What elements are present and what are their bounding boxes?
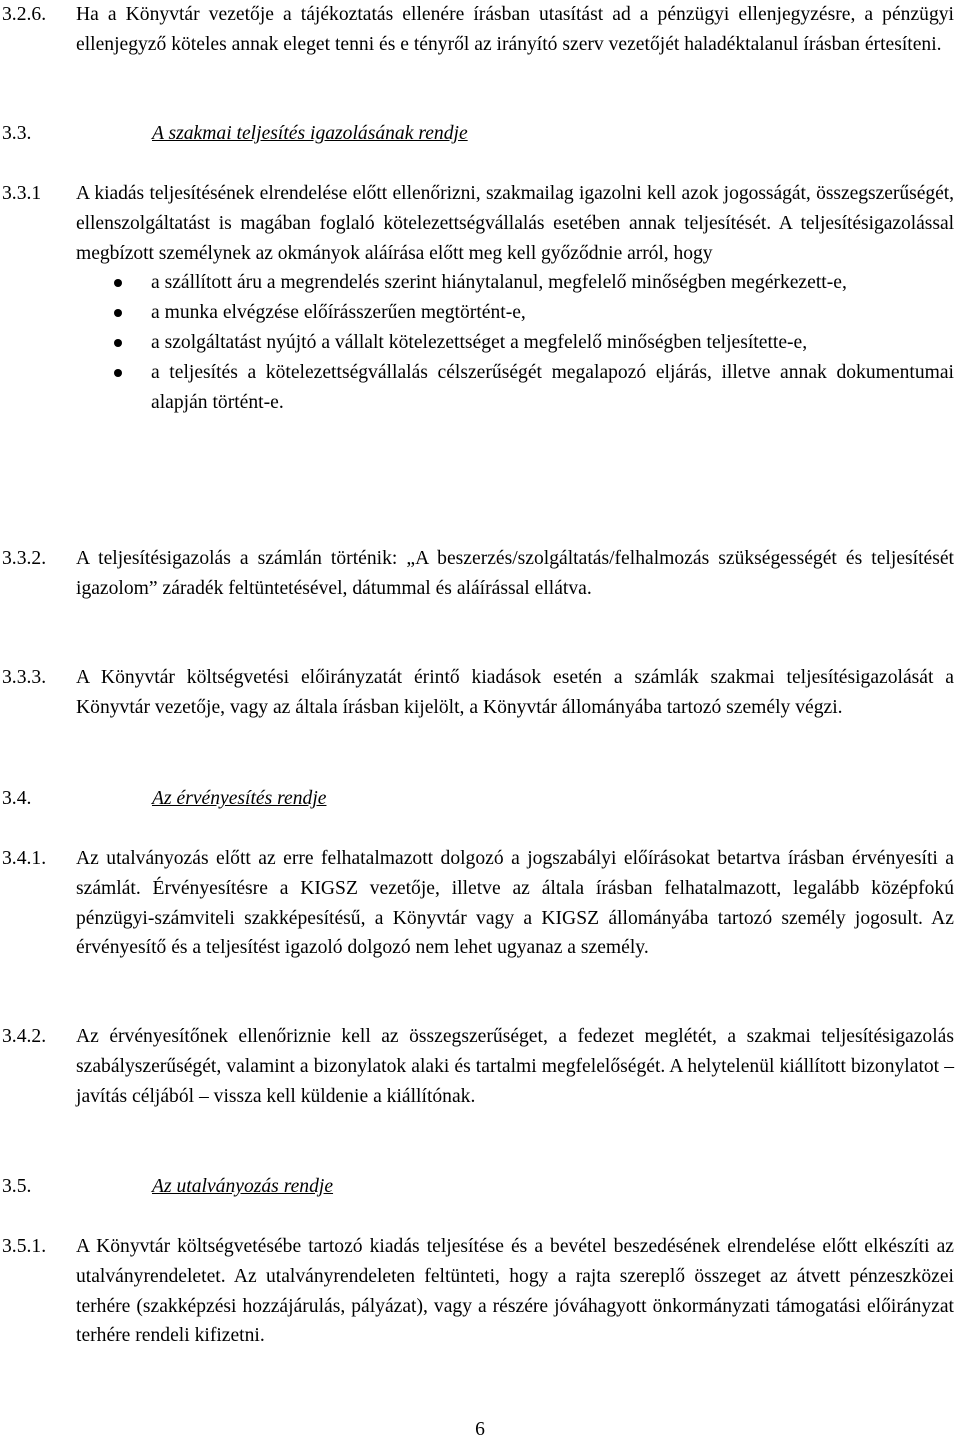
bullet-icon — [114, 279, 122, 287]
paragraph-number: 3.5.1. — [2, 1236, 47, 1257]
paragraph-3-3-1 — [0, 179, 960, 417]
paragraph-text: A Könyvtár költségvetésébe tartozó kiadás teljesítése és a bevétel beszedésének elrendelése előtt elkészíti az utalványrendeletet. Az utalványrendeleten feltünteti, hogy a rajta szereplő összeget az átvett pénzeszközei terhére (szakképzési hozzájárulás, pályázat), vagy a részére jóváhagyott önkormányzati támogatási előirányzat terhére rendeli kifizetni. — [76, 1236, 954, 1347]
paragraph-number: 3.3.1 — [2, 183, 42, 204]
section-title: Az utalványozás rendje — [152, 1176, 334, 1197]
paragraph-number: 3.3.3. — [2, 667, 47, 688]
bullet-list — [0, 268, 960, 417]
list-item: a munka elvégzése előírásszerűen megtörtént-e, — [151, 298, 954, 328]
bullet-icon — [114, 369, 122, 377]
paragraph-3-4-2 — [0, 1022, 960, 1111]
list-item: a szállított áru a megrendelés szerint hiánytalanul, megfelelő minőségben megérkezett-e, — [151, 268, 954, 298]
paragraph-3-2-6 — [0, 0, 960, 60]
section-number: 3.3. — [2, 123, 32, 144]
paragraph-text: Ha a Könyvtár vezetője a tájékoztatás ellenére írásban utasítást ad a pénzügyi ellenjegyzésre, a pénzügyi ellenjegyző köteles annak eleget tenni és e tényről az irányító szerv vezetőjét haladéktalanul írásban értesíteni. — [76, 4, 954, 55]
page-number: 6 — [475, 1419, 485, 1440]
paragraph-3-5-1 — [0, 1232, 960, 1351]
section-number: 3.5. — [2, 1176, 32, 1197]
paragraph-number: 3.2.6. — [2, 4, 47, 25]
paragraph-text: A Könyvtár költségvetési előirányzatát érintő kiadások esetén a számlák szakmai teljesítésigazolását a Könyvtár vezetője, vagy az általa írásban kijelölt, a Könyvtár állományába tartozó személy végzi. — [76, 667, 954, 718]
paragraph-text: Az érvényesítőnek ellenőriznie kell az összegszerűséget, a fedezet meglétét, a szakmai teljesítésigazolás szabályszerűségét, valamint a bizonylatok alaki és tartalmi megfelelőségét. A helytelenül kiállított bizonylatot – javítás céljából – vissza kell küldenie a kiállítónak. — [76, 1026, 954, 1107]
paragraph-number: 3.3.2. — [2, 548, 47, 569]
section-number: 3.4. — [2, 788, 32, 809]
bullet-icon — [114, 339, 122, 347]
paragraph-number: 3.4.1. — [2, 848, 47, 869]
paragraph-text: A teljesítésigazolás a számlán történik: „A beszerzés/szolgáltatás/felhalmozás szükségességét és teljesítését igazolom” záradék feltüntetésével, dátummal és aláírással ellátva. — [76, 548, 954, 599]
paragraph-3-3-2 — [0, 544, 960, 604]
list-item: a teljesítés a kötelezettségvállalás célszerűségét megalapozó eljárás, illetve annak dokumentumai alapján történt-e. — [151, 358, 954, 418]
paragraph-number: 3.4.2. — [2, 1026, 47, 1047]
bullet-icon — [114, 309, 122, 317]
list-item: a szolgáltatást nyújtó a vállalt kötelezettséget a megfelelő minőségben teljesítette-e, — [151, 328, 954, 358]
paragraph-text: A kiadás teljesítésének elrendelése előtt ellenőrizni, szakmailag igazolni kell azok jogosságát, összegszerűségét, ellenszolgáltatást is magában foglaló kötelezettségvállalás esetében annak teljesítését. A teljesítésigazolással megbízott személynek az okmányok aláírása előtt meg kell győződnie arról, hogy — [76, 183, 954, 264]
paragraph-3-4-1 — [0, 844, 960, 963]
paragraph-text: Az utalványozás előtt az erre felhatalmazott dolgozó a jogszabályi előírásokat betartva írásban érvényesíti a számlát. Érvényesítésre a KIGSZ vezetője, illetve az általa írásban felhatalmazott, legalább középfokú pénzügyi-számviteli szakképesítésű, a Könyvtár vagy a KIGSZ állományába tartozó személy jogosult. Az érvényesítő és a teljesítést igazoló dolgozó nem lehet ugyanaz a személy. — [76, 848, 954, 959]
section-title: Az érvényesítés rendje — [152, 788, 327, 809]
section-title: A szakmai teljesítés igazolásának rendje — [152, 123, 468, 144]
paragraph-3-3-3 — [0, 663, 960, 723]
